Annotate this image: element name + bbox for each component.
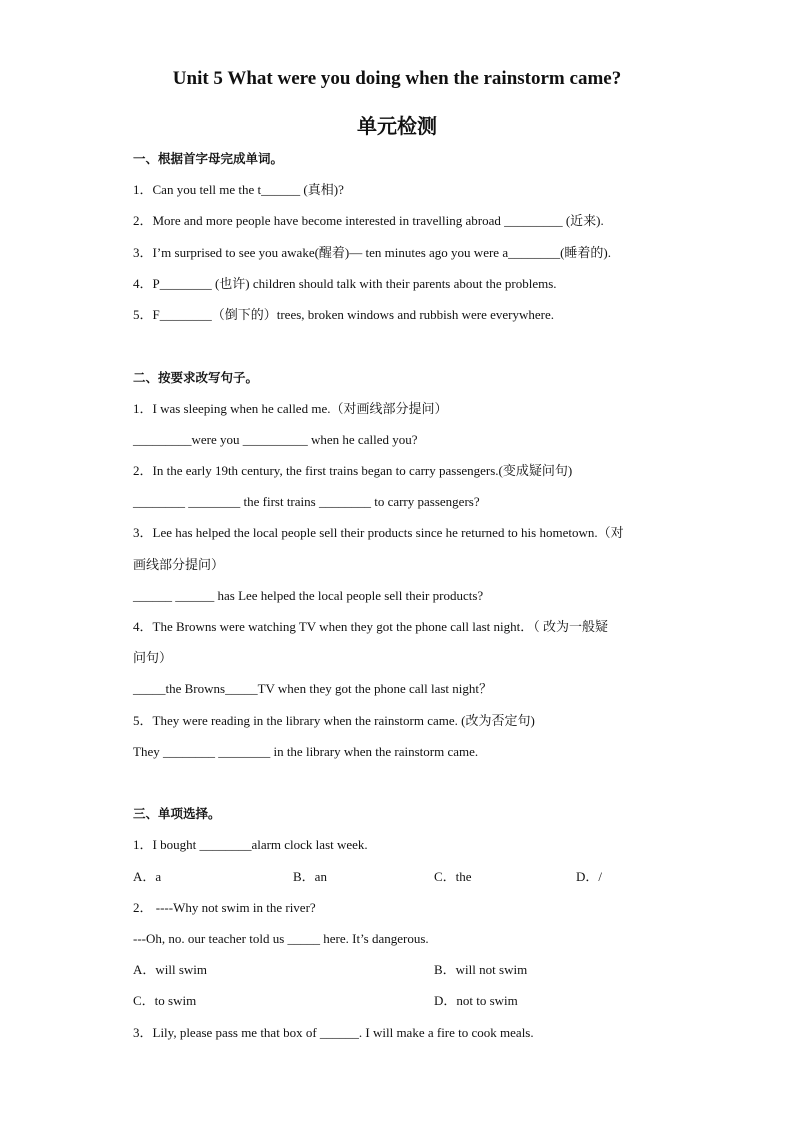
question-item: 4．The Browns were watching TV when they got the phone call last night．（ 改为一般疑	[133, 619, 609, 634]
question-item: 3．Lee has helped the local people sell their products since he returned to his hometown.（对	[133, 525, 624, 540]
question-item: 4．P________ (也许) children should talk with their parents about the problems.	[133, 276, 557, 291]
question-item: 1．I bought ________alarm clock last week.	[133, 837, 368, 852]
section-heading: 二、按要求改写句子。	[133, 370, 259, 385]
question-item-continued: 问句）	[133, 650, 173, 665]
question-item: 2．In the early 19th century, the first trains began to carry passengers.(变成疑问句)	[133, 463, 573, 478]
option-a: A．will swim	[133, 962, 208, 977]
option-a: A．a	[133, 869, 162, 884]
option-b: B．will not swim	[434, 962, 528, 977]
answer-line: _____the Browns_____TV when they got the phone call last night？	[133, 681, 493, 696]
option-c: C．the	[434, 869, 472, 884]
question-item-continued: 画线部分提问）	[133, 557, 225, 572]
section-heading: 三、单项选择。	[133, 806, 221, 821]
page-subtitle: 单元检测	[357, 114, 437, 138]
option-b: B．an	[293, 869, 327, 884]
question-item: 3．I’m surprised to see you awake(醒着)— ten minutes ago you were a________(睡着的).	[133, 245, 611, 260]
answer-line: ______ ______ has Lee helped the local people sell their products?	[133, 588, 484, 603]
answer-line: They ________ ________ in the library when the rainstorm came.	[133, 744, 479, 759]
question-item: 1．I was sleeping when he called me.（对画线部分提问）	[133, 401, 448, 416]
section-heading: 一、根据首字母完成单词。	[133, 151, 284, 166]
question-item: 3．Lily, please pass me that box of ______. I will make a fire to cook meals.	[133, 1025, 534, 1040]
question-item: 2．More and more people have become interested in travelling abroad _________ (近来).	[133, 213, 604, 228]
question-item-continued: ---Oh, no. our teacher told us _____ here. It’s dangerous.	[133, 931, 429, 946]
page-title: Unit 5 What were you doing when the rainstorm came?	[172, 68, 622, 89]
question-item: 5．F________（倒下的）trees, broken windows and rubbish were everywhere.	[133, 307, 554, 322]
option-d: D．not to swim	[434, 993, 518, 1008]
option-d: D．/	[576, 869, 603, 884]
answer-line: _________were you __________ when he called you?	[133, 432, 418, 447]
question-item: 5．They were reading in the library when the rainstorm came. (改为否定句)	[133, 713, 535, 728]
question-item: 2． ----Why not swim in the river?	[133, 900, 316, 915]
question-item: 1．Can you tell me the t______ (真相)?	[133, 182, 344, 197]
answer-line: ________ ________ the first trains ________ to carry passengers?	[133, 494, 480, 509]
option-c: C．to swim	[133, 993, 197, 1008]
